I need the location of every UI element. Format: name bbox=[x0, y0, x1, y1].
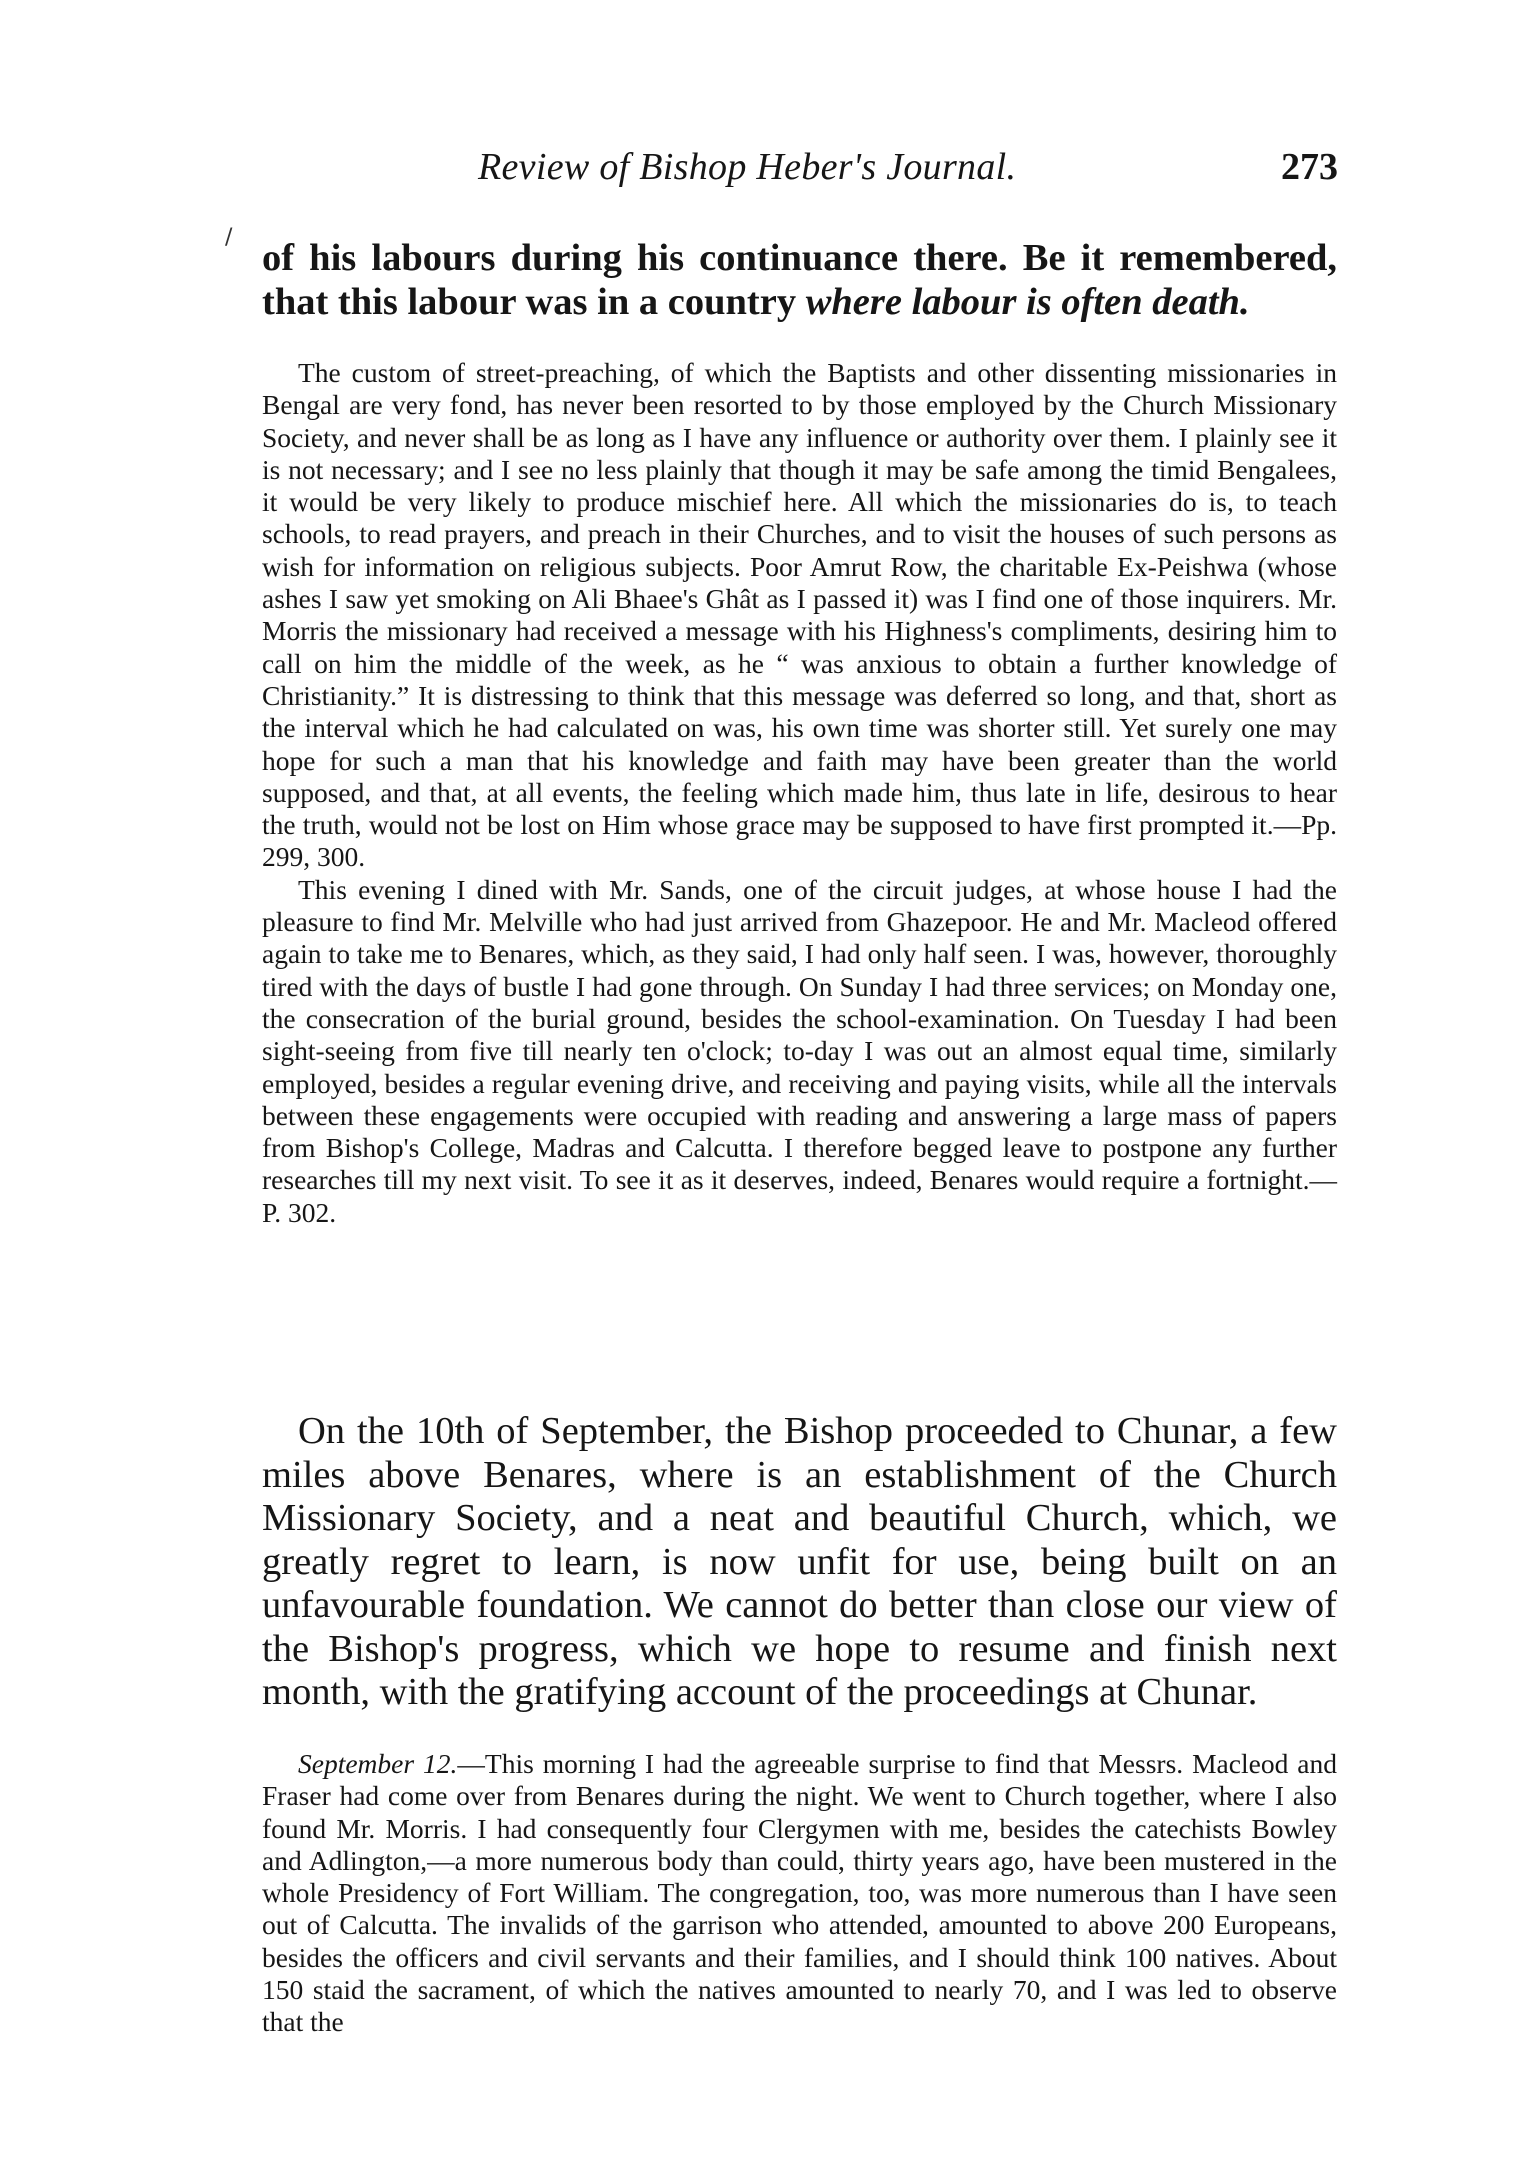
date-lead-in: September 12. bbox=[298, 1748, 458, 1779]
quote-paragraph-3-text: —This morning I had the agreeable surprise to find that Messrs. Macleod and Fraser had come over from Benares during the night. We went to Church together, where I also found Mr. Morris. I had consequently four Clergymen with me, besides the catechists Bowley and Adlington,—a more numerous body than could, thirty years ago, have been mustered in the whole Presidency of Fort William. The congregation, too, was more numerous than I have seen out of Calcutta. The invalids of the garrison who attended, amounted to above 200 Europeans, besides the officers and civil servants and their families, and I should think 100 natives. About 150 staid the sacrament, of which the natives amounted to nearly 70, and I was led to observe that the bbox=[262, 1748, 1337, 2038]
running-head bbox=[478, 145, 1338, 195]
lead-text: of his labours during his continuance there. Be it remembered, that this labour was in a country bbox=[262, 237, 1337, 323]
quote-paragraph-2: This evening I dined with Mr. Sands, one of the circuit judges, at whose house I had the pleasure to find Mr. Melville who had just arrived from Ghazepoor. He and Mr. Macleod offered again to take me to Benares, which, as they said, I had only half seen. I was, however, thoroughly tired with the days of bustle I had gone through. On Sunday I had three services; on Monday one, the consecration of the burial ground, besides the school-examination. On Tuesday I had been sight-seeing from five till nearly ten o'clock; to-day I was out an almost equal time, similarly employed, besides a regular evening drive, and receiving and paying visits, while all the intervals between these engagements were occupied with reading and answering a large mass of papers from Bishop's College, Madras and Calcutta. I therefore begged leave to postpone any further researches till my next visit. To see it as it deserves, indeed, Benares would require a fortnight.—P. 302. bbox=[262, 873, 1337, 1228]
lead-italic: where labour is often death. bbox=[805, 281, 1250, 323]
page-number: 273 bbox=[1281, 146, 1338, 188]
quote-paragraph-3 bbox=[262, 1748, 1337, 2039]
block-quote-1 bbox=[262, 357, 1337, 1229]
body-section bbox=[262, 1410, 1337, 1715]
running-title: Review of Bishop Heber's Journal. bbox=[478, 146, 1017, 188]
quote-paragraph-1: The custom of street-preaching, of which the Baptists and other dissenting missionaries in Bengal are very fond, has never been resorted to by those employed by the Church Missionary Society, and never shall be as long as I have any influence or authority over them. I plainly see it is not necessary; and I see no less plainly that though it may be safe among the timid Bengalees, it would be very likely to produce mischief here. All which the missionaries do is, to teach schools, to read prayers, and preach in their Churches, and to visit the houses of such persons as wish for information on religious subjects. Poor Amrut Row, the charitable Ex-Peishwa (whose ashes I saw yet smoking on Ali Bhaee's Ghât as I passed it) was I find one of those inquirers. Mr. Morris the missionary had received a message with his Highness's compliments, desiring him to call on him the middle of the week, as he “ was anxious to obtain a further knowledge of Christianity.” It is distressing to think that this message was deferred so long, and that, short as the interval which he had calculated on was, his own time was shorter still. Yet surely one may hope for such a man that his knowledge and faith may have been greater than the world supposed, and that, at all events, the feeling which made him, thus late in life, desirous to hear the truth, would not be lost on Him whose grace may be supposed to have first prompted it.—Pp. 299, 300. bbox=[262, 357, 1337, 873]
block-quote-2 bbox=[262, 1748, 1337, 2039]
lead-paragraph bbox=[262, 236, 1337, 324]
margin-mark: / bbox=[225, 225, 233, 250]
body-paragraph: On the 10th of September, the Bishop proceeded to Chunar, a few miles above Benares, where is an establishment of the Church Missionary Society, and a neat and beautiful Church, which, we greatly regret to learn, is now unfit for use, being built on an unfavourable foundation. We cannot do better than close our view of the Bishop's progress, which we hope to resume and finish next month, with the gratifying account of the proceedings at Chunar. bbox=[262, 1410, 1337, 1713]
